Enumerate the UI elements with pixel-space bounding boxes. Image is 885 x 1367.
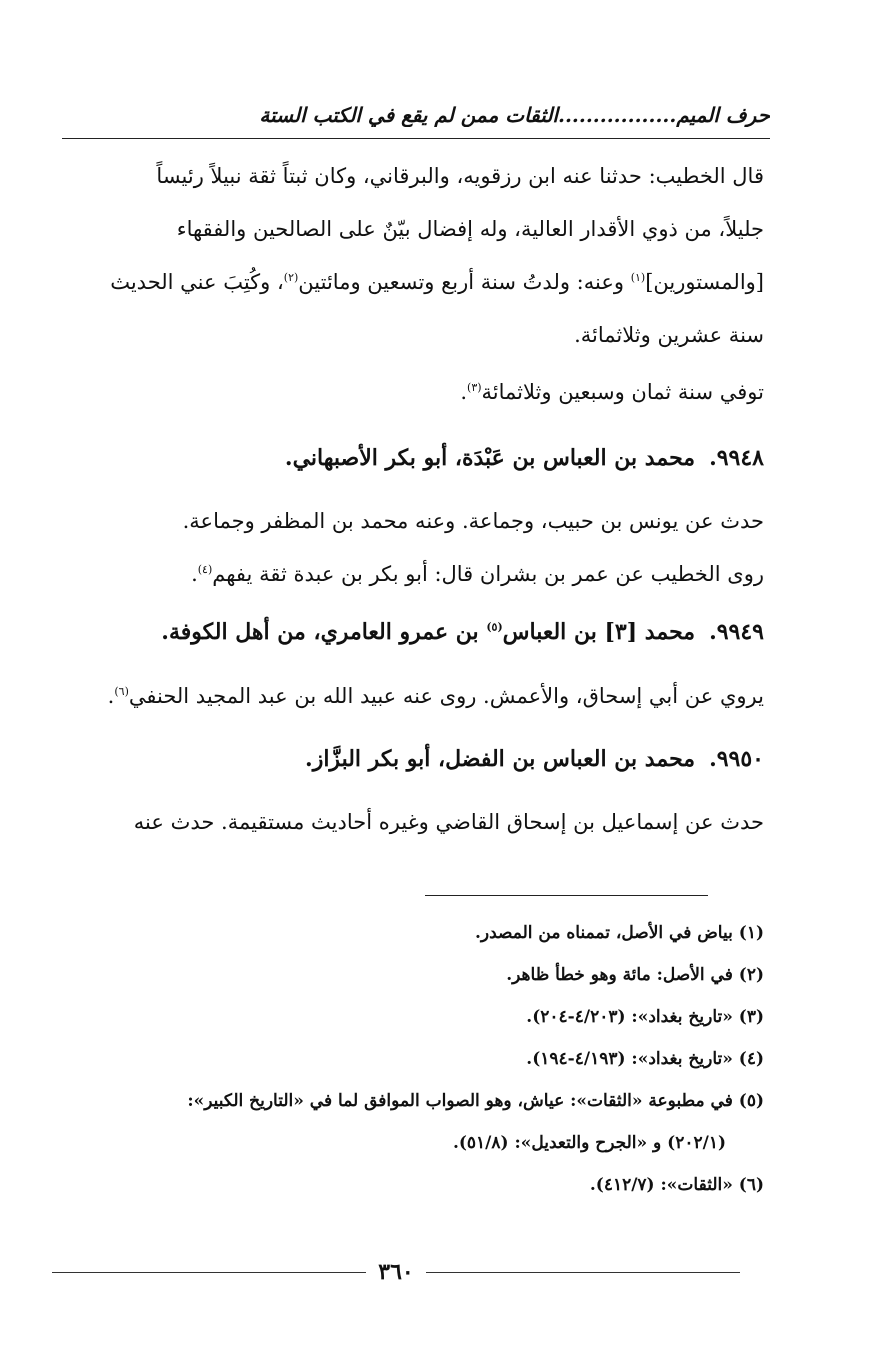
entry-title: محمد [٣] بن العباس — [502, 619, 696, 645]
footnote-ref: (٢) — [283, 271, 299, 284]
text-line — [62, 366, 764, 419]
entry-title: بن عمرو العامري، من أهل الكوفة. — [161, 619, 487, 645]
text-span: . — [191, 562, 198, 586]
entry-number: ٩٩٥٠. — [709, 746, 764, 772]
footnote: (٣) «تاريخ بغداد»: (٤/٢٠٣-٢٠٤). — [526, 1007, 764, 1027]
text-line: سنة عشرين وثلاثمائة. — [574, 323, 764, 347]
text-span: توفي سنة ثمان وسبعين وثلاثمائة — [481, 380, 764, 404]
footnote: (١) بياض في الأصل، تممناه من المصدر. — [474, 923, 764, 943]
entry-number: ٩٩٤٩. — [709, 619, 764, 645]
footnote-ref: (١) — [630, 271, 646, 284]
footnote-ref: (٤) — [197, 563, 213, 576]
paragraph-9948 — [62, 495, 764, 601]
text-line: قال الخطيب: حدثنا عنه ابن رزقويه، والبرقاني، وكان ثبتاً ثقة نبيلاً رئيساً — [156, 164, 764, 188]
page-footer — [52, 1254, 740, 1290]
footnote-separator — [425, 895, 708, 896]
footer-rule-right — [426, 1272, 740, 1273]
text-span: وعنه: ولدتُ سنة أربع وتسعين ومائتين — [298, 270, 631, 294]
text-span: . — [107, 684, 115, 708]
footnote: (٢) في الأصل: مائة وهو خطأ ظاهر. — [506, 965, 764, 985]
bracketed-word: [والمستورين] — [645, 270, 764, 294]
footnote-ref: (٦) — [114, 685, 129, 698]
paragraph-biography — [62, 150, 764, 362]
text-line: حدث عن إسماعيل بن إسحاق القاضي وغيره أحاديث مستقيمة. حدث عنه — [133, 810, 764, 834]
text-line — [62, 548, 764, 601]
entry-heading-9948 — [62, 433, 764, 483]
paragraph-9950 — [62, 796, 764, 849]
running-header: حرف الميم.................الثقات ممن لم يقع في الكتب الستة — [259, 103, 770, 127]
entry-number: ٩٩٤٨. — [709, 445, 764, 471]
paragraph-9949 — [62, 670, 764, 723]
text-span: يروي عن أبي إسحاق، والأعمش. روى عنه عبيد الله بن عبد المجيد الحنفي — [128, 684, 764, 708]
header-rule — [62, 138, 770, 139]
footnote-ref: (٣) — [467, 381, 482, 394]
text-span: . — [460, 380, 468, 404]
entry-heading-9950 — [62, 734, 764, 784]
footer-rule-left — [52, 1272, 366, 1273]
entry-heading-9949 — [62, 607, 764, 657]
text-line: حدث عن يونس بن حبيب، وجماعة. وعنه محمد بن المظفر وجماعة. — [182, 509, 764, 533]
footnote-continuation: (٢٠٢/١) و «الجرح والتعديل»: (٥١/٨). — [452, 1133, 726, 1153]
text-line — [62, 670, 764, 723]
footnotes — [62, 912, 764, 1206]
paragraph-death — [62, 366, 764, 419]
footnote: (٥) في مطبوعة «الثقات»: عياش، وهو الصواب الموافق لما في «التاريخ الكبير»: — [187, 1091, 764, 1111]
footnote: (٦) «الثقات»: (٤١٢/٧). — [589, 1175, 764, 1195]
text-line — [62, 256, 764, 309]
text-span: روى الخطيب عن عمر بن بشران قال: أبو بكر بن عبدة ثقة يفهم — [212, 562, 764, 586]
text-line: جليلاً، من ذوي الأقدار العالية، وله إفضال بيّنٌ على الصالحين والفقهاء — [176, 217, 764, 241]
footnote: (٤) «تاريخ بغداد»: (٤/١٩٣-١٩٤). — [526, 1049, 764, 1069]
footnote-ref: (٥) — [486, 620, 503, 634]
page-number: ٣٦٠ — [378, 1259, 414, 1285]
text-span: ، وكُتِبَ عني الحديث — [110, 270, 284, 294]
entry-title: محمد بن العباس بن عَبْدَة، أبو بكر الأصبهاني. — [284, 445, 696, 471]
entry-title: محمد بن العباس بن الفضل، أبو بكر البزَّاز. — [305, 746, 696, 772]
